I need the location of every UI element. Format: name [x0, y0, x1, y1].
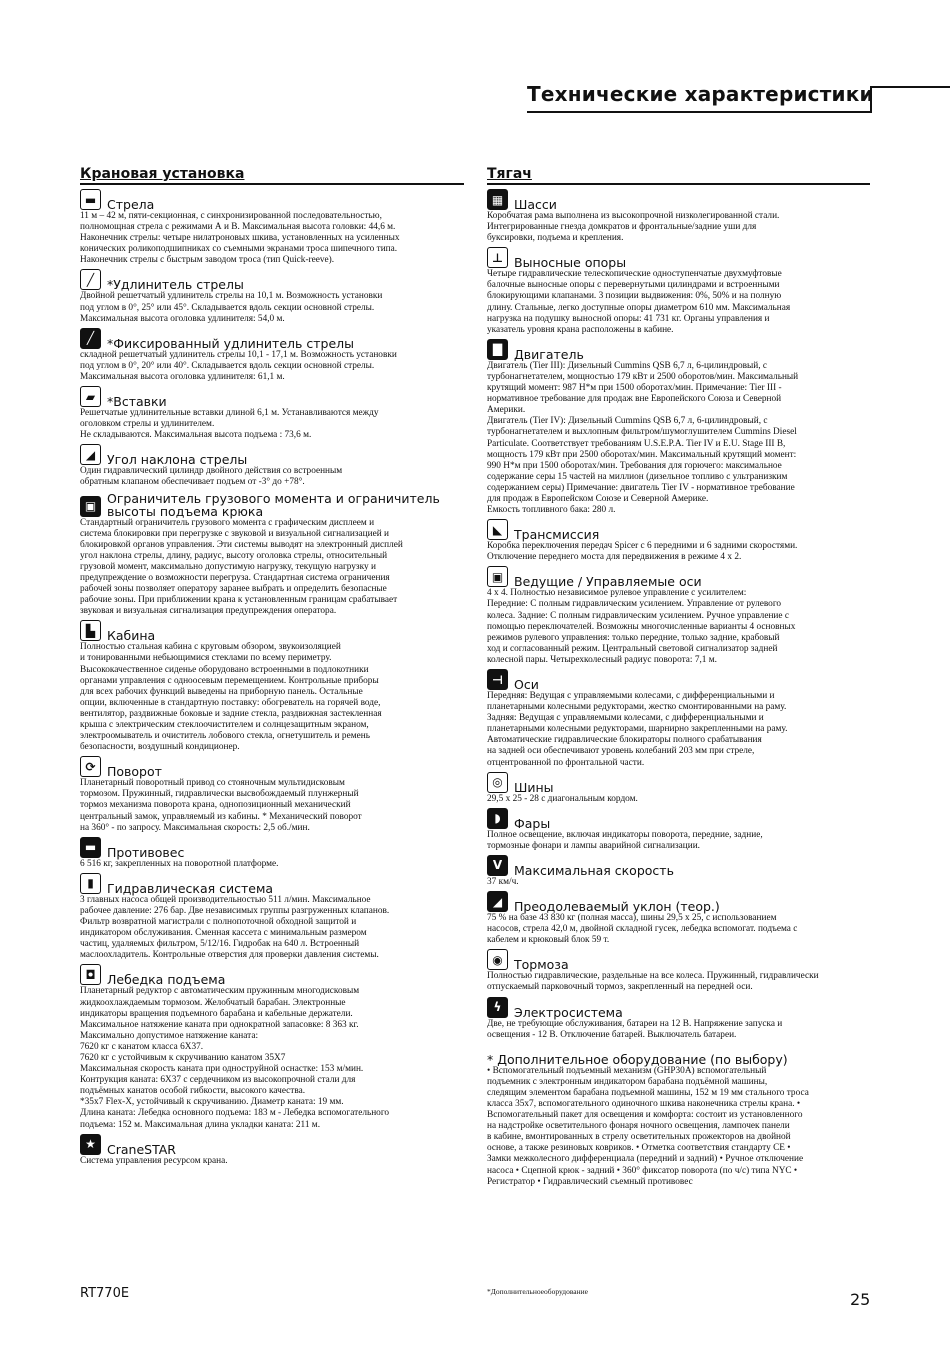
carrier-column — [487, 166, 870, 1191]
section-text: складной решетчатый удлинитель стрелы 10,1 - 17,1 м. Возможность установки под углом в 0°, 20° или 40°. Складывается вдоль секции основной стрелы. Максимальная высота оголовка удлинителя: 61,1 м. — [80, 349, 397, 382]
section-title: Кабина — [107, 628, 156, 644]
section-header — [487, 1044, 870, 1066]
section-title: Электросистема — [514, 1004, 623, 1020]
spec-section-load-moment — [80, 492, 464, 618]
section-text: Планетарный поворотный привод со стояночным мультидисковым тормозом. Пружинный, гидравлически высвобождаемый плунжерный тормоз механизма поворота крана, однопозиционный механический центральный замок, управляемый из кабины. * Механический поворот на 360° - по запросу. Максимальная скорость: 2,5 об./мин. — [80, 778, 362, 833]
section-text: 75 % на базе 43 830 кг (полная масса), шины 29,5 x 25, с использованием насосов, стрела 42,0 м, двойной складной гусек, лебедка вспомогат. подъема с кабелем и крюковый блок 59 т. — [487, 913, 798, 946]
spec-section-tires — [487, 772, 870, 805]
section-text: Две, не требующие обслуживания, батареи на 12 В. Напряжение запуска и освещения - 12 В. Отключение батарей. Выключатель батареи. — [487, 1018, 783, 1040]
section-text: Коробка переключения передач Spicer с 6 передними и 6 задними скоростями. Отключение переднего моста для передвижения в режиме 4 x 2. — [487, 541, 798, 563]
spec-section-fixed-extension — [80, 328, 464, 383]
section-text: 37 км/ч. — [487, 876, 519, 887]
section-header — [80, 756, 464, 778]
spec-section-optional — [487, 1044, 870, 1188]
cranestar-icon: ★ — [80, 1134, 101, 1155]
section-header — [487, 189, 870, 211]
section-text: Полностью стальная кабина с круговым обзором, звукоизоляцией и тонированными небьющимися стеклами по всему периметру. Высококачественное сиденье оборудовано встроенными в подлокотники органами управления с одноосевым перемещением. Контрольные приборы для всех рабочих функций выведены на приборную панель. Остальные опции, включенные в стандартную поставку: обогреватель на горячей воде, вентилятор, раздвижные боковые и задние стекла, раздвижная застекленная крыша с электрическим стеклоочистителем и солнцезащитным экраном, электроомыватель и очиститель лобового стекла, огнетушитель и ремень безопасности, воздушный кондиционер. — [80, 642, 382, 753]
spec-section-boom-elevation — [80, 444, 464, 488]
section-text: • Вспомогательный подъемный механизм (GHP30A) вспомогательный подъемник с электронным индикатором барабана подъёмной машины, следящим элементом барабана подъемной машины, 152 м 19 мм стального троса класса 35x7, вспомогательного одиночного шкива наконечника стрелы крана. • Вспомогательный пакет для освещения и комфорта: состоит из установленного на надстройке осветительного фонаря ночного освещения, лампочек панели в кабине, вмонтированных в стрелу осветительных прожекторов на двойной основе, а также резиновых ковриков. • Отметка соответствия стандарту CE • Замки межколесного дифференциала (передний и задний) • Ручное отключение насоса • Сцепной крюк - задний • 360° фиксатор поворота (по ч/с) типа NYC • Регистратор • Гидравлический съемный противовес — [487, 1065, 809, 1187]
carrier-heading-rule — [487, 183, 870, 185]
section-title: Максимальная скорость — [514, 862, 674, 878]
brakes-icon: ◉ — [487, 949, 508, 970]
section-title: CraneSTAR — [107, 1141, 176, 1157]
spec-section-boom — [80, 189, 464, 266]
axles-icon: ⊣ — [487, 669, 508, 690]
spec-section-chassis — [487, 189, 870, 244]
cab-icon: ▙ — [80, 620, 101, 641]
section-text: 6 516 кг, закрепленных на поворотной платформе. — [80, 858, 279, 869]
crane-column — [80, 166, 464, 1170]
section-title: Стрела — [107, 197, 155, 212]
section-header — [487, 949, 870, 971]
section-text: Один гидравлический цилиндр двойного действия со встроенным обратным клапаном обеспечивает подъем от -3° до +78°. — [80, 466, 343, 488]
spec-section-drive-steer — [487, 566, 870, 666]
section-title: Поворот — [107, 764, 162, 780]
title-rule — [527, 111, 872, 113]
section-header — [487, 855, 870, 877]
crane-heading-rule — [80, 183, 464, 185]
section-title: *Удлинитель стрелы — [107, 277, 244, 293]
section-header — [80, 873, 464, 895]
spec-section-inserts — [80, 386, 464, 441]
section-header — [80, 269, 464, 291]
spec-section-counterweight — [80, 837, 464, 870]
section-text: Стандартный ограничитель грузового момента с графическим дисплеем и система блокировки при перегрузке с звуковой и визуальной сигнализацией и блокировкой органов управления. Эти системы выводят на электронный дисплей угол наклона стрелы, длину, радиус, высоту оголовка стрелы, относительный грузовой момент, максимально допустимую нагрузку, текущую нагрузку и предупреждение о возможности перегруза. Стандартная система ограничения рабочей зоны позволяет оператору заранее выбрать и определить безопасные рабочие зоны. При приближении крана к установленным границам срабатывает звуковая и визуальная сигнализация предупреждения оператора. — [80, 517, 403, 617]
section-text: 3 главных насоса общей производительностью 511 л/мин. Максимальное рабочее давление: 276 бар. Две независимых группы разгруженных клапанов. Фильтр возвратной магистрали с полнопоточной обходной защитой и индикатором обслуживания. Сменная кассета с минимальным размером частиц, удаляемых фильтром, 5/12/16. Гидробак на 640 л. Встроенный маслоохладитель. Контрольные отверстия для проверки давления системы. — [80, 894, 390, 961]
section-text: 11 м – 42 м, пяти-секционная, с синхронизированной последовательностью, полномощная стрела с режимами А и В. Максимальная высота головки: 44,6 м. Наконечник стрелы: четыре нилатроновых шкива, установленных на усиленных конических роликоподшипниках со съемными экранами троса шипечного типа. Наконечник стрелы с быстрым заводом троса (тип Quick-reeve). — [80, 211, 400, 266]
section-text: Планетарный редуктор с автоматическим пружинным многодисковым жидкоохлаждаемым тормозом. Желобчатый барабан. Электронные индикаторы вращения подъемного барабана и кабельные держатели. Максимальное натяжение каната при однократной запасовке: 8 363 кг. Максимально допустимое натяжение каната: 7620 кг с канатом класса 6X37. 7620 кг с устойчивым к скручиванию канатом 35X7 Максимальная скорость каната при одноструйной оснастке: 153 м/мин. Контрукция каната: 6X37 с сердечником из высокопрочной стали для подъёмных канатов особой гибкости, высокого качества. *35x7 Flex-X, устойчивый к скручиванию. Диаметр каната: 19 мм. Длина каната: Лебедка основного подъема: 183 м - Лебедка вспомогательного подъема: 152 м. Максимальная длина укладки каната: 211 м. — [80, 986, 390, 1130]
section-header — [80, 386, 464, 408]
section-header — [80, 189, 464, 211]
drive-steer-icon: ▣ — [487, 566, 508, 587]
carrier-sections — [487, 189, 870, 1188]
carrier-heading: Тягач — [487, 166, 532, 182]
section-text: Двигатель (Tier III): Дизельный Cummins QSB 6,7 л, 6-цилиндровый, с турбонагнетателем, мощностью 179 кВт и 2500 оборотов/мин. Максимальный крутящий момент: 987 Н*м при 1500 оборотах/мин. Примечание: Tier III - нормативное требование для продаж вне Европейского Союза и Северной Америки. Двигатель (Tier IV): Дизельный Cummins QSB 6,7 л, 6-цилиндровый, с турбонагнетателем и выхлопным фильтром/шумоглушителем Cummins Diesel Particulate. Соответствует требованиям U.S.E.P.A. Tier IV и E.U. Stage III B, мощность 179 кВт при 2500 оборотах/мин. Максимальный крутящий момент: 990 Н*м при 1500 оборотах/мин. Требования для горючего: максимальное содержание серы 15 частей на миллион (дизельное топливо с ультранизким содержанием серы) Примечание: двигатель Tier IV - нормативное требование для продаж в Европейском Союзе и Северной Америке. Емкость топливного бака: 280 л. — [487, 360, 799, 516]
section-title: Угол наклона стрелы — [107, 452, 248, 468]
section-text: Система управления ресурсом крана. — [80, 1155, 228, 1166]
page-number: 25 — [850, 1290, 871, 1309]
section-text: Коробчатая рама выполнена из высокопрочной низколегированной стали. Интегрированные гнезда домкратов и фронтальные/задние уши для буксировки, подъема и крепления. — [487, 211, 780, 244]
section-title: Ограничитель грузового момента и ограничитель высоты подъема крюка — [107, 490, 440, 519]
section-title: Выносные опоры — [514, 255, 627, 271]
boom-icon: ▬ — [80, 189, 101, 210]
spec-section-max-speed — [487, 855, 870, 888]
electrical-system-icon: ϟ — [487, 997, 508, 1018]
lights-icon: ◗ — [487, 808, 508, 829]
section-title: Лебедка подъема — [107, 972, 226, 988]
section-header — [487, 247, 870, 269]
footnote: *Дополнительноеоборудование — [487, 1287, 588, 1296]
spec-section-boom-extension — [80, 269, 464, 324]
section-header — [80, 444, 464, 466]
swing-icon: ⟳ — [80, 756, 101, 777]
section-text: Передняя: Ведущая с управляемыми колесами, с дифференциальными и планетарными колесными редукторами, жестко смонтированными на раму. Задняя: Ведущая с управляемыми колесами, с дифференциальными и планетарными колесными редукторами, шарнирно закрепленными на раму. Автоматические гидравлические блокираторы полного срабатывания на задней оси обеспечивают уровень колебаний 203 мм при стреле, отцентрованной по фронтальной части. — [487, 691, 788, 768]
section-header — [487, 669, 870, 691]
section-text: Решетчатые удлинительные вставки длиной 6,1 м. Устанавливаются между оголовком стрелы и удлинителем. Не складываются. Максимальная высота подъема : 73,6 м. — [80, 408, 379, 441]
page-title: Технические характеристики — [527, 82, 874, 106]
crane-sections — [80, 189, 464, 1167]
section-text: 29,5 x 25 - 28 с диагональным кордом. — [487, 793, 638, 804]
title-bracket — [870, 86, 950, 113]
hydraulic-system-icon: ▮ — [80, 873, 101, 894]
section-header — [487, 772, 870, 794]
section-title: Преодолеваемый уклон (теор.) — [514, 899, 720, 915]
section-header — [80, 837, 464, 859]
spec-section-lights — [487, 808, 870, 852]
hoist-winch-icon: ◘ — [80, 964, 101, 985]
section-title: Фары — [514, 815, 551, 831]
tires-icon: ◎ — [487, 772, 508, 793]
section-header — [80, 328, 464, 350]
section-text: Четыре гидравлические телескопические одноступенчатые двухмуфтовые балочные выносные опоры с перевернутыми цилиндрами и встроенными блокирующими клапанами. 3 позиции выдвижения: 0%, 50% и на полную длину. Стальные, легко доступные опоры диаметром 610 мм. Максимальная нагрузка на подушку выносной опоры: 41 731 кг. Органы управления и указатель уровня крана расположены в кабине. — [487, 269, 791, 335]
engine-icon: ▇ — [487, 339, 508, 360]
spec-section-cab — [80, 620, 464, 753]
section-title: Гидравлическая система — [107, 880, 274, 896]
section-header — [487, 339, 870, 361]
inserts-icon: ▰ — [80, 386, 101, 407]
section-title: Ведущие / Управляемые оси — [514, 574, 702, 590]
chassis-icon: ▦ — [487, 189, 508, 210]
section-header — [487, 808, 870, 830]
section-header — [80, 964, 464, 986]
crane-heading: Крановая установка — [80, 166, 245, 182]
section-header — [80, 1134, 464, 1156]
section-header — [80, 620, 464, 642]
outriggers-icon: ⊥ — [487, 247, 508, 268]
section-header — [80, 492, 464, 518]
section-title: Противовес — [107, 844, 185, 860]
gradeability-icon: ◢ — [487, 891, 508, 912]
model-name: RT770E — [80, 1286, 130, 1301]
section-text: Полностью гидравлические, раздельные на все колеса. Пружинный, гидравлически отпускаемый парковочный тормоз, закрепленный на передней оси. — [487, 971, 819, 993]
spec-section-swing — [80, 756, 464, 833]
section-title: *Фиксированный удлинитель стрелы — [107, 335, 354, 351]
counterweight-icon: ▬ — [80, 837, 101, 858]
section-text: Полное освещение, включая индикаторы поворота, передние, задние, тормозные фонари и лампы аварийной сигнализации. — [487, 829, 763, 851]
section-text: Двойной решетчатый удлинитель стрелы на 10,1 м. Возможность установки под углом в 0°, 25° или 45°. Складывается вдоль секции основной стрелы. Максимальная высота оголовка удлинителя: 54,0 м. — [80, 291, 383, 324]
fixed-extension-icon: ╱ — [80, 328, 101, 349]
boom-extension-icon: ╱ — [80, 269, 101, 290]
boom-angle-icon: ◢ — [80, 444, 101, 465]
load-moment-indicator-icon: ▣ — [80, 496, 101, 517]
section-title: Шасси — [514, 197, 557, 212]
max-speed-icon: V — [487, 855, 508, 876]
spec-section-cranestar — [80, 1134, 464, 1167]
section-title: Трансмиссия — [514, 527, 600, 543]
section-title: *Вставки — [107, 394, 167, 410]
section-text: 4 x 4. Полностью независимое рулевое управление с усилителем: Передние: С полным гидравлическим усилением. Управление от рулевого колеса. Задние: С полным гидравлическим усилением. Ручное управление с помощью переключателей. Возможны многочисленные варианты 4 основных режимов рулевого управления: только передние, только задние, крабовый ход и согласованный режим. Центральный световой сигнализатор задней колесной пары. Четырехколесный радиус поворота: 7,1 м. — [487, 588, 796, 665]
section-header — [487, 997, 870, 1019]
section-title: Оси — [514, 677, 539, 692]
section-title: Тормоза — [514, 957, 569, 973]
spec-section-brakes — [487, 949, 870, 993]
spec-section-outriggers — [487, 247, 870, 336]
spec-section-transmission — [487, 519, 870, 563]
section-header — [487, 891, 870, 913]
section-title: Шины — [514, 779, 554, 795]
spec-section-engine — [487, 339, 870, 516]
section-header — [487, 566, 870, 588]
spec-section-hydraulics — [80, 873, 464, 962]
section-header — [487, 519, 870, 541]
spec-section-gradeability — [487, 891, 870, 946]
spec-section-electrical — [487, 997, 870, 1041]
transmission-icon: ◣ — [487, 519, 508, 540]
spec-section-axles — [487, 669, 870, 769]
section-title: * Дополнительное оборудование (по выбору) — [487, 1051, 788, 1067]
spec-section-hoist — [80, 964, 464, 1130]
section-title: Двигатель — [514, 346, 584, 362]
